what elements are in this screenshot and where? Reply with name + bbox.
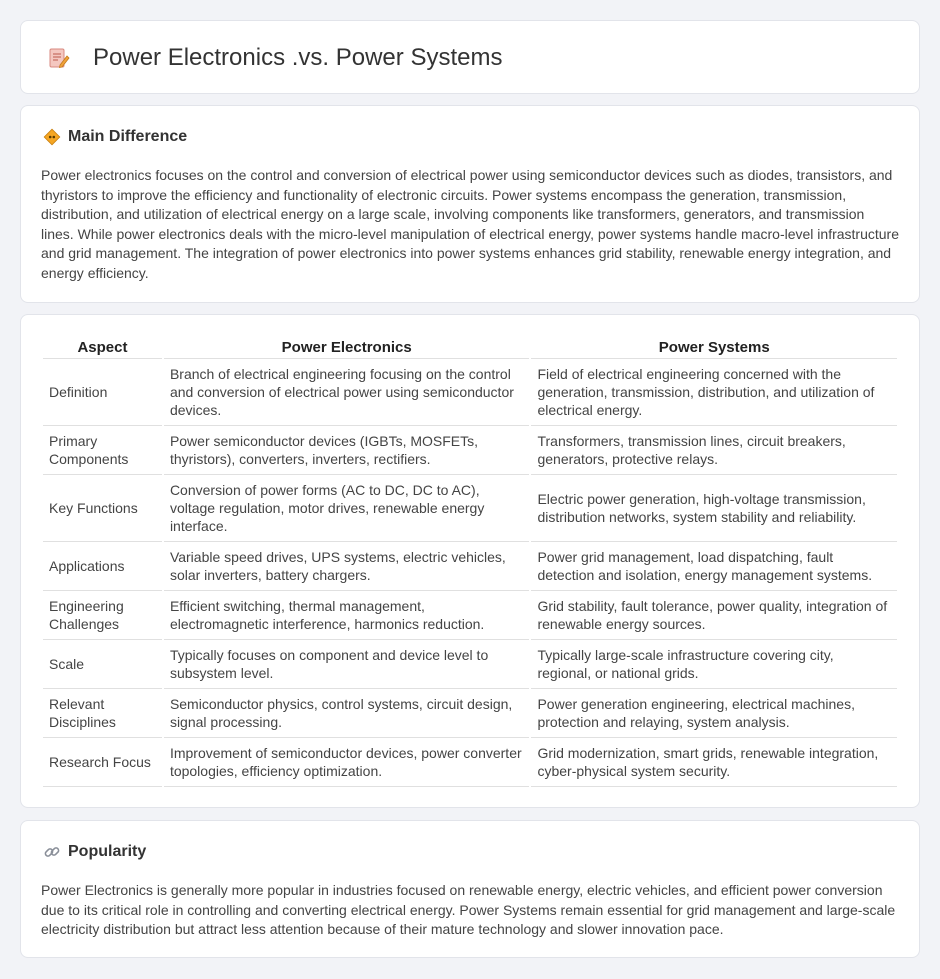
table-row	[43, 738, 897, 787]
power-electronics-cell: Variable speed drives, UPS systems, electric vehicles, solar inverters, battery chargers.	[164, 542, 530, 591]
link-icon	[43, 843, 61, 861]
power-electronics-cell: Efficient switching, thermal management, electromagnetic interference, harmonics reduction.	[164, 591, 530, 640]
aspect-cell: Definition	[43, 359, 162, 426]
power-systems-cell: Grid modernization, smart grids, renewable integration, cyber-physical system security.	[531, 738, 897, 787]
power-electronics-cell: Conversion of power forms (AC to DC, DC to AC), voltage regulation, motor drives, renewable energy interface.	[164, 475, 530, 542]
aspect-cell: Key Functions	[43, 475, 162, 542]
aspect-cell: Scale	[43, 640, 162, 689]
aspect-cell: Primary Components	[43, 426, 162, 475]
popularity-card	[20, 820, 920, 958]
main-difference-text: Power electronics focuses on the control and conversion of electrical power using semiconductor devices such as diodes, transistors, and thyristors to improve the efficiency and functionality of electronic circuits. Power systems encompass the generation, transmission, distribution, and utilization of electrical energy on a large scale, involving components like transformers, generators, and transmission lines. While power electronics deals with the micro-level manipulation of electrical energy, power systems handle macro-level infrastructure and grid management. The integration of power electronics into power systems enhances grid stability, renewable energy integration, and energy efficiency.	[41, 167, 899, 281]
table-row	[43, 359, 897, 426]
table-header-row	[43, 335, 897, 359]
header-card	[20, 20, 920, 94]
page-title: Power Electronics .vs. Power Systems	[93, 44, 503, 71]
main-difference-heading: Main Difference	[43, 128, 187, 146]
table-row	[43, 640, 897, 689]
column-header-power-systems: Power Systems	[531, 335, 897, 359]
power-systems-cell: Power generation engineering, electrical machines, protection and relaying, system analysis.	[531, 689, 897, 738]
power-systems-cell: Electric power generation, high-voltage transmission, distribution networks, system stability and reliability.	[531, 475, 897, 542]
power-systems-cell: Transformers, transmission lines, circuit breakers, generators, protective relays.	[531, 426, 897, 475]
aspect-cell: Relevant Disciplines	[43, 689, 162, 738]
column-header-aspect: Aspect	[43, 335, 162, 359]
power-electronics-cell: Power semiconductor devices (IGBTs, MOSFETs, thyristors), converters, inverters, rectifiers.	[164, 426, 530, 475]
table-row	[43, 591, 897, 640]
diamond-sign-icon	[43, 128, 61, 146]
popularity-text: Power Electronics is generally more popular in industries focused on renewable energy, electric vehicles, and efficient power conversion due to its critical role in controlling and converting electrical energy. Power Systems remain essential for grid management and large-scale electricity distribution but attract less attention because of their mature technology and slower innovation pace.	[41, 882, 896, 937]
comparison-card	[20, 314, 920, 808]
aspect-cell: Research Focus	[43, 738, 162, 787]
table-row	[43, 542, 897, 591]
power-electronics-cell: Branch of electrical engineering focusing on the control and conversion of electrical power using semiconductor devices.	[164, 359, 530, 426]
power-systems-cell: Grid stability, fault tolerance, power quality, integration of renewable energy sources.	[531, 591, 897, 640]
popularity-heading: Popularity	[43, 843, 146, 861]
column-header-power-electronics: Power Electronics	[164, 335, 530, 359]
comparison-table	[41, 335, 899, 787]
power-systems-cell: Field of electrical engineering concerned with the generation, transmission, distribution, and utilization of electrical energy.	[531, 359, 897, 426]
aspect-cell: Engineering Challenges	[43, 591, 162, 640]
document-pen-icon	[47, 46, 71, 70]
table-row	[43, 475, 897, 542]
power-systems-cell: Typically large-scale infrastructure covering city, regional, or national grids.	[531, 640, 897, 689]
table-row	[43, 689, 897, 738]
power-electronics-cell: Semiconductor physics, control systems, circuit design, signal processing.	[164, 689, 530, 738]
power-systems-cell: Power grid management, load dispatching, fault detection and isolation, energy management systems.	[531, 542, 897, 591]
aspect-cell: Applications	[43, 542, 162, 591]
main-difference-card	[20, 105, 920, 303]
power-electronics-cell: Typically focuses on component and device level to subsystem level.	[164, 640, 530, 689]
power-electronics-cell: Improvement of semiconductor devices, power converter topologies, efficiency optimization.	[164, 738, 530, 787]
table-row	[43, 426, 897, 475]
